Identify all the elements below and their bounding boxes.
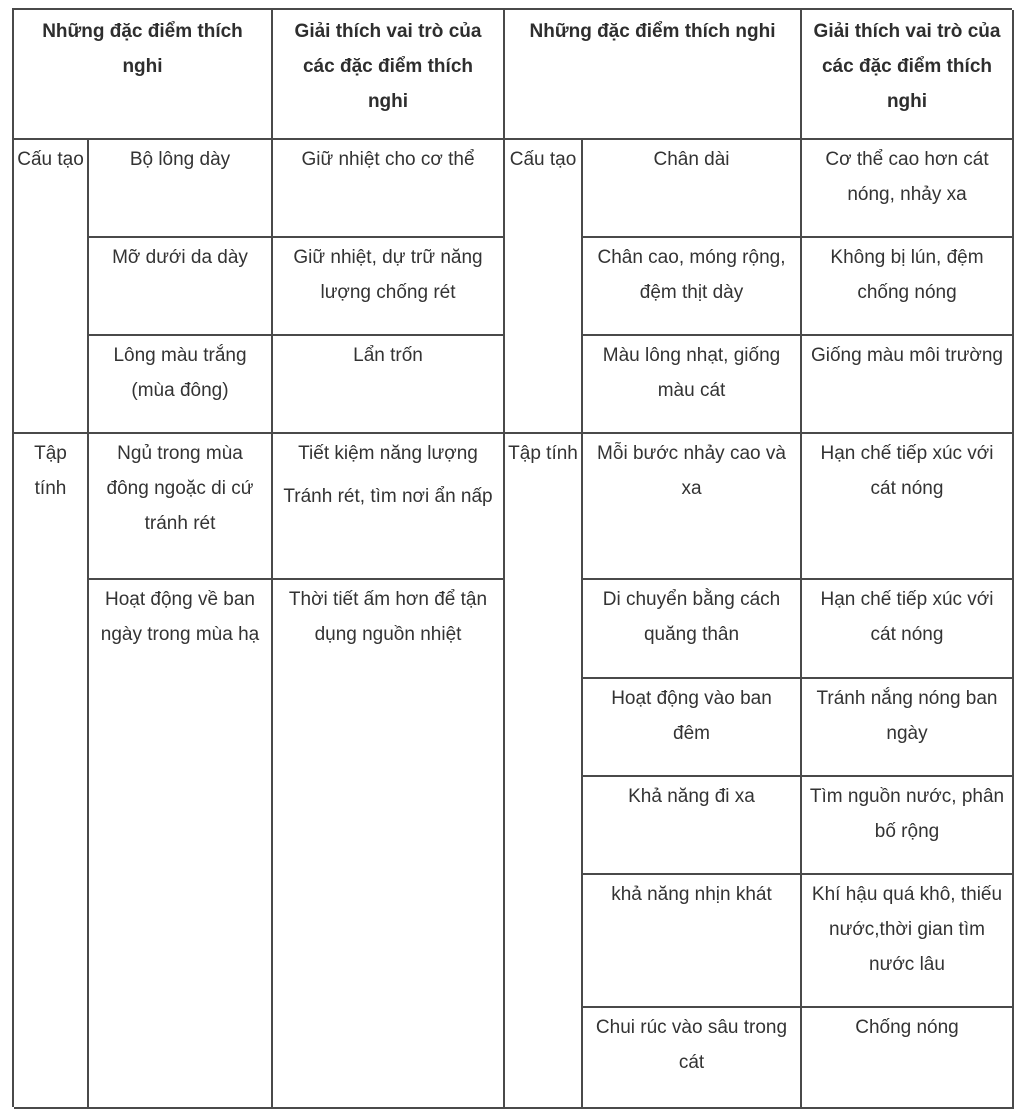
left-behavior-feature: Hoạt động về ban ngày trong mùa hạ: [89, 580, 273, 1109]
left-behavior-role: Thời tiết ấm hơn để tận dụng nguồn nhiệt: [273, 580, 505, 1109]
right-behavior-role: Khí hậu quá khô, thiếu nước,thời gian tìm nước lâu: [802, 875, 1014, 1008]
left-behavior-feature: Ngủ trong mùa đông ngoặc di cứ tránh rét: [89, 434, 273, 580]
left-structure-role: Giữ nhiệt, dự trữ năng lượng chống rét: [273, 238, 505, 336]
right-category-behavior: Tập tính: [505, 434, 583, 1109]
right-behavior-feature: Chui rúc vào sâu trong cát: [583, 1008, 802, 1109]
right-structure-role: Không bị lún, đệm chống nóng: [802, 238, 1014, 336]
right-behavior-role: Hạn chế tiếp xúc với cát nóng: [802, 580, 1014, 679]
left-behavior-role: [273, 434, 505, 580]
right-structure-feature: Chân cao, móng rộng, đệm thịt dày: [583, 238, 802, 336]
left-category-structure: Cấu tạo: [14, 140, 89, 434]
right-structure-feature: Màu lông nhạt, giống màu cát: [583, 336, 802, 434]
left-structure-feature: Mỡ dưới da dày: [89, 238, 273, 336]
right-behavior-feature: khả năng nhịn khát: [583, 875, 802, 1008]
left-category-behavior: Tập tính: [14, 434, 89, 1109]
right-structure-feature: Chân dài: [583, 140, 802, 238]
right-structure-role: Cơ thể cao hơn cát nóng, nhảy xa: [802, 140, 1014, 238]
right-behavior-role: Tìm nguồn nước, phân bố rộng: [802, 777, 1014, 875]
right-behavior-feature: Mỗi bước nhảy cao và xa: [583, 434, 802, 580]
left-feature-header: Những đặc điểm thích nghi: [14, 10, 273, 140]
left-structure-feature: Lông màu trắng (mùa đông): [89, 336, 273, 434]
right-behavior-feature: Hoạt động vào ban đêm: [583, 679, 802, 777]
right-behavior-feature: Khả năng đi xa: [583, 777, 802, 875]
right-behavior-role: Tránh nắng nóng ban ngày: [802, 679, 1014, 777]
right-behavior-role: Chống nóng: [802, 1008, 1014, 1109]
left-structure-role: Giữ nhiệt cho cơ thể: [273, 140, 505, 238]
left-role-header: Giải thích vai trò của các đặc điểm thích nghi: [273, 10, 505, 140]
adaptation-comparison-table: [12, 8, 1012, 1107]
left-behavior-role-line: Tiết kiệm năng lượng: [298, 443, 478, 464]
right-structure-role: Giống màu môi trường: [802, 336, 1014, 434]
right-feature-header: Những đặc điểm thích nghi: [505, 10, 802, 140]
right-role-header: Giải thích vai trò của các đặc điểm thích nghi: [802, 10, 1014, 140]
left-structure-role: Lẩn trốn: [273, 336, 505, 434]
right-behavior-role: Hạn chế tiếp xúc với cát nóng: [802, 434, 1014, 580]
right-behavior-feature: Di chuyển bằng cách quăng thân: [583, 580, 802, 679]
right-category-structure: Cấu tạo: [505, 140, 583, 434]
left-behavior-role-line: Tránh rét, tìm nơi ẩn nấp: [283, 486, 493, 507]
left-structure-feature: Bộ lông dày: [89, 140, 273, 238]
